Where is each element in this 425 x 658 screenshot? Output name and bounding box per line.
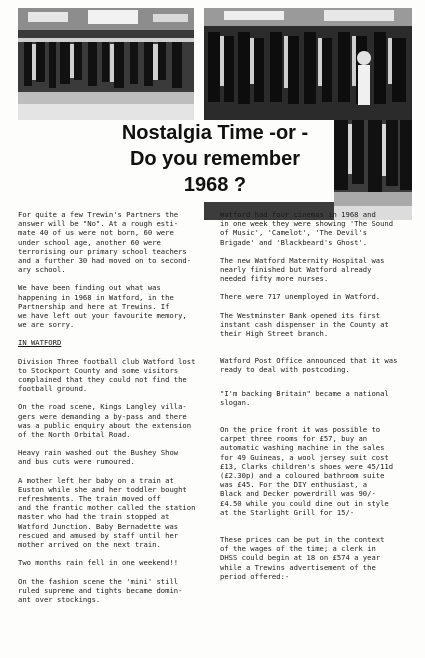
title-line-3: 1968 ? (183, 174, 247, 196)
paragraph: Two months rain fell in one weekend!! (18, 558, 179, 568)
right-column (220, 210, 420, 590)
paragraph: We have been finding out what was happening in 1968 in Watford, in the Partnership and here at Trewins. If we have left out your favourite memory, we are sorry. (18, 283, 187, 330)
title-line-1: Nostalgia Time -or - (121, 122, 309, 144)
paragraph: Watford had four cinemas in 1968 and in one week they were showing 'The Sound of Music', 'Camelot', 'The Devil's Brigade' and 'Blackbeard's Ghost'. (220, 210, 394, 247)
paragraph: On the road scene, Kings Langley villa- gers were demanding a by-pass and there was a public enquiry about the extension of the North Orbital Road. (18, 402, 192, 440)
store-photo-right (204, 8, 412, 120)
paragraph: These prices can be put in the context of the wages of the time; a clerk in DHSS could begin at 18 on £574 a year while a Trewins advertisement of the period offered:- (220, 535, 385, 581)
paragraph: A mother left her baby on a train at Euston while she and her toddler bought refreshments. The train moved off and the frantic mother called the station master who had the train stopped at Watford Junction. Baby Bernadette was rescued and amused by staff until her mother arrived on the next train. (18, 475, 196, 550)
paragraph: Watford Post Office announced that it was ready to deal with postcoding. (220, 356, 398, 375)
paragraph: On the fashion scene the 'mini' still ruled supreme and tights became domin- ant over stockings. (18, 576, 183, 604)
paragraph: The new Watford Maternity Hospital was nearly finished but Watford already needed fifty more nurses. (220, 255, 385, 284)
store-photo-left (18, 8, 194, 120)
paragraph: Heavy rain washed out the Bushey Show and bus cuts were rumoured. (18, 448, 179, 467)
paragraph: There were 717 unemployed in Watford. (220, 292, 381, 302)
title-line-2: Do you remember (129, 148, 301, 170)
paragraph: For quite a few Trewin's Partners the answer will be "No". At a rough esti- mate 40 of us were not born, 60 were under school age, another 60 were terrorising our primary school teachers and a further 30 had moved on to second- ary school. (18, 210, 192, 275)
section-heading: IN WATFORD (18, 338, 62, 348)
paragraph: "I'm backing Britain" became a national slogan. (220, 388, 389, 407)
article-title (96, 120, 334, 202)
paragraph: The Westminster Bank opened its first instant cash dispenser in the County at their High Street branch. (220, 310, 389, 339)
paragraph: On the price front it was possible to carpet three rooms for £57, buy an automatic washing machine in the sales for 49 Guineas, a wool jersey suit cost £13, Clarks children's shoes were 45/11d (£2.30p) and a coloured bathroom suite was £45. For the DIY enthusiast, a Black and Decker powerdrill was 90/- £4.50 while you could dine out in style at the Starlight Grill for 15/- (220, 425, 394, 517)
left-column (18, 210, 214, 613)
paragraph: Division Three football club Watford lost to Stockport County and some visitors complained that they could not find the football ground. (18, 356, 196, 394)
